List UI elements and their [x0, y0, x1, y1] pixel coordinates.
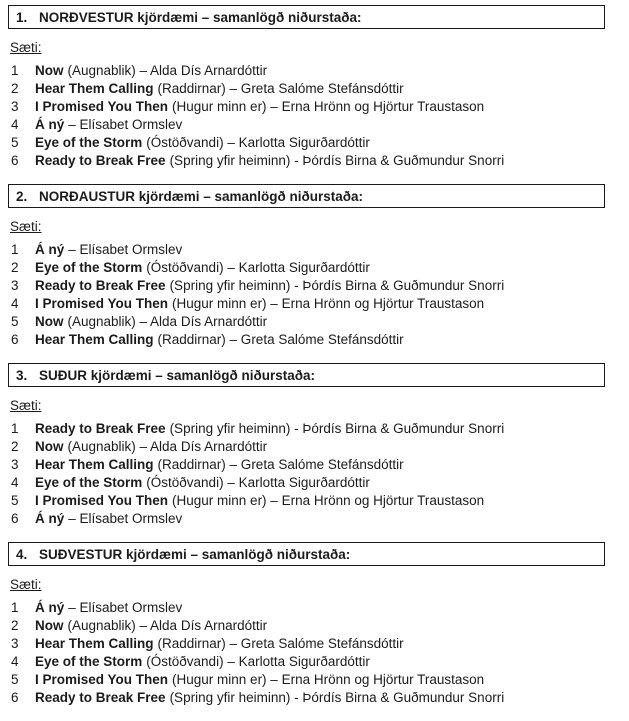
song-detail: (Augnablik) – Alda Dís Arnardóttir: [67, 618, 268, 633]
seat-label-wrap: [8, 577, 619, 592]
result-row: [8, 80, 619, 98]
song-detail: (Raddirnar) – Greta Salóme Stefánsdóttir: [157, 457, 404, 472]
song-title: Eye of the Storm: [35, 135, 143, 150]
result-row: [8, 653, 619, 671]
song-detail: – Elísabet Ormslev: [68, 117, 183, 132]
song-title: Hear Them Calling: [35, 457, 154, 472]
result-row: [8, 134, 619, 152]
result-row: [8, 492, 619, 510]
seat-label-wrap: [8, 40, 619, 55]
song-title: I Promised You Then: [35, 672, 169, 687]
song-detail: (Raddirnar) – Greta Salóme Stefánsdóttir: [157, 636, 404, 651]
song-detail: (Hugur minn er) – Erna Hrönn og Hjörtur Traustason: [172, 296, 485, 311]
result-rank: 3: [11, 278, 19, 293]
seat-label-wrap: [8, 219, 619, 234]
result-row: [8, 277, 619, 295]
song-title: Á ný: [35, 117, 65, 132]
song-entry: [35, 116, 182, 134]
district-heading-box: [8, 363, 605, 387]
song-title: Eye of the Storm: [35, 260, 143, 275]
result-rank: 3: [11, 457, 19, 472]
song-title: Hear Them Calling: [35, 332, 154, 347]
result-rank: 1: [11, 600, 19, 615]
result-rank: 6: [11, 690, 19, 705]
seat-label-wrap: [8, 398, 619, 413]
district-heading-box: [8, 5, 605, 29]
song-entry: [35, 134, 370, 152]
song-entry: [35, 510, 182, 528]
song-entry: [35, 295, 484, 313]
song-title: Now: [35, 439, 64, 454]
song-detail: (Augnablik) – Alda Dís Arnardóttir: [67, 63, 268, 78]
result-rank: 3: [11, 636, 19, 651]
results-list: [8, 62, 619, 170]
song-entry: [35, 80, 404, 98]
song-entry: [35, 277, 504, 295]
result-row: [8, 295, 619, 313]
song-detail: – Elísabet Ormslev: [68, 600, 183, 615]
song-detail: – Elísabet Ormslev: [68, 511, 183, 526]
district-section-nordaustur: [8, 184, 619, 363]
result-rank: 1: [11, 63, 19, 78]
song-detail: (Óstöðvandi) – Karlotta Sigurðardóttir: [146, 260, 370, 275]
result-row: [8, 116, 619, 134]
song-entry: [35, 313, 267, 331]
song-detail: (Óstöðvandi) – Karlotta Sigurðardóttir: [146, 135, 370, 150]
result-row: [8, 62, 619, 80]
result-row: [8, 241, 619, 259]
song-detail: (Óstöðvandi) – Karlotta Sigurðardóttir: [146, 475, 370, 490]
result-rank: 5: [11, 314, 19, 329]
result-rank: 6: [11, 332, 19, 347]
song-entry: [35, 420, 504, 438]
result-row: [8, 617, 619, 635]
song-detail: (Spring yfir heiminn) - Þórdís Birna & Guðmundur Snorri: [169, 690, 505, 705]
song-entry: [35, 62, 267, 80]
song-title: Ready to Break Free: [35, 690, 166, 705]
song-title: Á ný: [35, 600, 65, 615]
result-rank: 3: [11, 99, 19, 114]
song-title: Eye of the Storm: [35, 475, 143, 490]
song-entry: [35, 98, 484, 116]
result-rank: 4: [11, 296, 19, 311]
song-entry: [35, 671, 484, 689]
song-entry: [35, 438, 267, 456]
district-heading: NORÐAUSTUR kjördæmi – samanlögð niðurstaða:: [39, 188, 364, 204]
district-heading: NORÐVESTUR kjördæmi – samanlögð niðurstaða:: [39, 9, 362, 25]
results-list: [8, 599, 619, 707]
song-title: I Promised You Then: [35, 99, 169, 114]
result-row: [8, 98, 619, 116]
seat-label: Sæti:: [10, 577, 42, 592]
result-rank: 2: [11, 260, 19, 275]
song-title: Eye of the Storm: [35, 654, 143, 669]
result-row: [8, 438, 619, 456]
song-title: Ready to Break Free: [35, 421, 166, 436]
result-rank: 1: [11, 242, 19, 257]
song-title: Á ný: [35, 242, 65, 257]
song-detail: (Hugur minn er) – Erna Hrönn og Hjörtur Traustason: [172, 493, 485, 508]
seat-label: Sæti:: [10, 398, 42, 413]
result-row: [8, 474, 619, 492]
result-rank: 6: [11, 153, 19, 168]
results-list: [8, 241, 619, 349]
result-row: [8, 689, 619, 707]
district-heading-box: [8, 184, 605, 208]
result-rank: 5: [11, 493, 19, 508]
seat-label: Sæti:: [10, 40, 42, 55]
district-number: 3.: [16, 367, 28, 383]
song-title: Now: [35, 314, 64, 329]
song-entry: [35, 152, 504, 170]
song-detail: (Hugur minn er) – Erna Hrönn og Hjörtur Traustason: [172, 672, 485, 687]
song-title: Hear Them Calling: [35, 81, 154, 96]
result-rank: 4: [11, 117, 19, 132]
song-detail: (Raddirnar) – Greta Salóme Stefánsdóttir: [157, 81, 404, 96]
result-rank: 5: [11, 672, 19, 687]
song-title: Á ný: [35, 511, 65, 526]
song-title: Now: [35, 618, 64, 633]
district-heading: SUÐUR kjördæmi – samanlögð niðurstaða:: [39, 367, 316, 383]
song-entry: [35, 474, 370, 492]
song-title: Now: [35, 63, 64, 78]
song-entry: [35, 689, 504, 707]
song-entry: [35, 331, 404, 349]
song-entry: [35, 599, 182, 617]
result-row: [8, 671, 619, 689]
song-detail: (Hugur minn er) – Erna Hrönn og Hjörtur Traustason: [172, 99, 485, 114]
song-detail: (Augnablik) – Alda Dís Arnardóttir: [67, 314, 268, 329]
result-row: [8, 313, 619, 331]
district-number: 4.: [16, 546, 28, 562]
song-entry: [35, 259, 370, 277]
song-entry: [35, 241, 182, 259]
district-number: 1.: [16, 9, 28, 25]
song-detail: (Spring yfir heiminn) - Þórdís Birna & Guðmundur Snorri: [169, 421, 505, 436]
song-title: I Promised You Then: [35, 296, 169, 311]
district-heading: SUÐVESTUR kjördæmi – samanlögð niðurstaða:: [39, 546, 351, 562]
song-detail: (Raddirnar) – Greta Salóme Stefánsdóttir: [157, 332, 404, 347]
song-title: Hear Them Calling: [35, 636, 154, 651]
result-rank: 4: [11, 654, 19, 669]
seat-label: Sæti:: [10, 219, 42, 234]
song-detail: (Augnablik) – Alda Dís Arnardóttir: [67, 439, 268, 454]
song-entry: [35, 635, 404, 653]
results-list: [8, 420, 619, 528]
district-section-sudvestur: [8, 542, 619, 721]
song-detail: – Elísabet Ormslev: [68, 242, 183, 257]
result-rank: 2: [11, 618, 19, 633]
result-row: [8, 259, 619, 277]
result-row: [8, 420, 619, 438]
result-rank: 4: [11, 475, 19, 490]
song-entry: [35, 456, 404, 474]
song-title: Ready to Break Free: [35, 278, 166, 293]
district-number: 2.: [16, 188, 28, 204]
song-detail: (Spring yfir heiminn) - Þórdís Birna & Guðmundur Snorri: [169, 278, 505, 293]
result-rank: 6: [11, 511, 19, 526]
district-section-sudur: [8, 363, 619, 542]
result-rank: 2: [11, 439, 19, 454]
song-detail: (Spring yfir heiminn) - Þórdís Birna & Guðmundur Snorri: [169, 153, 505, 168]
song-entry: [35, 617, 267, 635]
result-row: [8, 510, 619, 528]
song-entry: [35, 653, 370, 671]
result-rank: 5: [11, 135, 19, 150]
result-row: [8, 599, 619, 617]
song-detail: (Óstöðvandi) – Karlotta Sigurðardóttir: [146, 654, 370, 669]
song-title: I Promised You Then: [35, 493, 169, 508]
result-row: [8, 152, 619, 170]
song-title: Ready to Break Free: [35, 153, 166, 168]
result-rank: 1: [11, 421, 19, 436]
song-entry: [35, 492, 484, 510]
result-row: [8, 635, 619, 653]
result-rank: 2: [11, 81, 19, 96]
result-row: [8, 456, 619, 474]
result-row: [8, 331, 619, 349]
district-section-nordvestur: [8, 5, 619, 184]
district-heading-box: [8, 542, 605, 566]
